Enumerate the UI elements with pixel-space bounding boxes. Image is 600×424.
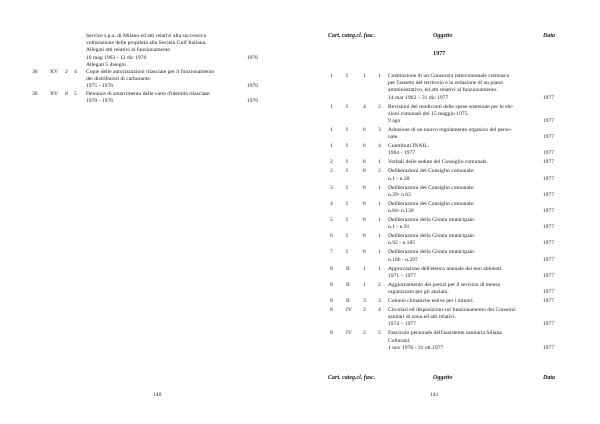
- entry-number: 30: [32, 90, 38, 97]
- entry-description-line: Deliberazioni della Giunta municipale:: [388, 217, 476, 223]
- entry-number: 1: [378, 73, 381, 79]
- entry-number: 8: [330, 281, 333, 288]
- entry-number: IV: [346, 307, 352, 313]
- entry-number: 2: [378, 168, 381, 175]
- entry-number: XV: [50, 90, 59, 97]
- entry-description-line: Fascicolo personale dell'assistente sanitaria Siliana: [388, 330, 502, 337]
- entry-number: IV: [346, 330, 352, 337]
- entry-description-line: Verbali delle sedute del Consiglio comunale.: [388, 159, 489, 166]
- page-number-left: 140: [153, 392, 162, 398]
- section-year: 1977: [433, 50, 446, 57]
- entry-number: 8: [363, 184, 366, 191]
- entry-description-line: n.92 - n.185: [388, 240, 416, 247]
- entry-dates: 1970 - 1976: [86, 97, 114, 104]
- entry-number: 2: [363, 330, 366, 337]
- entry-year: 1977: [542, 224, 554, 231]
- entry-number: I: [346, 200, 348, 207]
- entry-number: 6: [363, 143, 366, 150]
- entry-number: 8: [330, 330, 333, 337]
- entry-description-line: organizzato per gli anziani.: [388, 289, 449, 295]
- entry-description-line: dei distributori di carburante.: [86, 76, 152, 83]
- entry-number: I: [346, 73, 348, 79]
- entry-number: 1: [330, 143, 333, 150]
- entry-number: I: [346, 233, 348, 240]
- entry-number: XV: [50, 69, 59, 75]
- entry-number: 2: [363, 307, 366, 313]
- entry-number: I: [346, 249, 348, 256]
- entry-number: 3: [378, 127, 381, 133]
- entry-description-line: n.64- n.130: [388, 208, 414, 214]
- entry-description-line: nale.: [388, 134, 399, 141]
- entry-number: I: [346, 159, 348, 166]
- entry-number: 1: [378, 159, 381, 166]
- entry-number: 8: [330, 307, 333, 313]
- header-oggetto: Oggetto: [433, 33, 453, 39]
- header-data: Data: [543, 33, 555, 39]
- entry-description-line: n.1 - n.91: [388, 224, 410, 231]
- entry-year: 1977: [542, 256, 554, 263]
- entry-year: 1977: [542, 159, 554, 166]
- continuation-note: Allegati 5 disegni: [86, 61, 126, 68]
- entry-number: 1: [378, 265, 381, 272]
- entry-number: 8: [363, 249, 366, 256]
- entry-number: 7: [330, 249, 333, 256]
- entry-number: II: [346, 298, 350, 304]
- entry-year: 1977: [542, 344, 554, 351]
- footer-header-data: Data: [543, 375, 555, 381]
- entry-description-line: Deliberazioni del Consiglio comunale:: [388, 200, 475, 207]
- entry-number: 6: [330, 233, 333, 240]
- entry-number: 5: [74, 90, 77, 97]
- entry-year: 1977: [542, 150, 554, 157]
- entry-description-line: Revisioni dei rendiconti delle spese sostenute per le ele-: [388, 103, 514, 110]
- entry-number: 1: [378, 184, 381, 191]
- entry-number: 8: [363, 168, 366, 175]
- entry-number: 4: [74, 69, 77, 75]
- entry-number: 6: [363, 127, 366, 133]
- entry-number: 2: [378, 103, 381, 110]
- entry-description-line: Deliberazioni del Consiglio comunale:: [388, 184, 475, 191]
- entry-year: 1977: [542, 191, 554, 198]
- entry-description-line: Approvazione dell'elenco annuale dei non abbienti.: [388, 265, 503, 272]
- entry-dates: 1964 - 1977: [388, 150, 416, 157]
- footer-header-oggetto: Oggetto: [433, 375, 453, 381]
- continuation-year: 1976: [246, 54, 258, 61]
- entry-description-line: amministrativo, ed atti relativi al funzionamento.: [388, 87, 498, 94]
- header-cart-categ: Cart. categ.cl. fasc.: [328, 33, 376, 39]
- entry-description-line: Circolari ed disposizioni sul funzionamento dei Consorzi: [388, 307, 516, 313]
- entry-number: 1: [330, 73, 333, 79]
- entry-number: 3: [330, 184, 333, 191]
- entry-description-line: Aggiornamento dei prezzi per il servizio di mensa: [388, 281, 500, 288]
- entry-description-line: zioni comunali del 15 maggio 1975.: [388, 110, 469, 117]
- page-number-right: 141: [430, 392, 439, 398]
- entry-description-line: Denunce di smarrimento delle carte d'identità rilasciate.: [86, 90, 211, 97]
- entry-number: 1: [378, 217, 381, 223]
- entry-number: 8: [363, 159, 366, 166]
- entry-number: 5: [330, 217, 333, 223]
- entry-number: I: [346, 127, 348, 133]
- entry-year: 1977: [542, 272, 554, 279]
- entry-number: 3: [378, 298, 381, 304]
- entry-number: 30: [32, 69, 38, 75]
- entry-number: 8: [330, 265, 333, 272]
- entry-description-line: Contributi INAIL.: [388, 143, 430, 150]
- entry-year: 1977: [542, 134, 554, 141]
- entry-number: 4: [330, 200, 333, 207]
- entry-number: 2: [378, 281, 381, 288]
- entry-year: 1977: [542, 298, 554, 304]
- right-page: [300, 0, 600, 424]
- entry-number: II: [346, 265, 350, 272]
- entry-number: 1: [363, 281, 366, 288]
- entry-number: 1: [378, 249, 381, 256]
- entry-description-line: n.1 - n.28: [388, 175, 410, 182]
- entry-dates: 1 nov 1976 - 31 ott.1977: [388, 344, 444, 351]
- continuation-line: Service s.p.a. di Milano ed atti relativi alla successiva: [86, 33, 207, 39]
- entry-number: 1: [363, 73, 366, 79]
- continuation-line: Allegati atti relativi al funzionamento: [86, 47, 171, 54]
- entry-description-line: Deliberazioni della Giunta municipale:: [388, 233, 476, 240]
- entry-number: 4: [363, 103, 366, 110]
- entry-description-line: Deliberazioni del Consiglio comunale:: [388, 168, 475, 175]
- footer-header-cart-categ: Cart. categ.cl. fasc.: [328, 375, 376, 381]
- entry-year: 1977: [542, 118, 554, 124]
- entry-description-line: Deliberazioni della Giunta municipale:: [388, 249, 476, 256]
- continuation-line: volturazione delle proprietà alla Società Gulf Italiana.: [86, 40, 207, 47]
- entry-year: 1976: [246, 97, 258, 104]
- entry-number: 4: [378, 143, 381, 150]
- entry-description-line: per l'assetto del territorio e la redazione di un piano: [388, 80, 503, 87]
- entry-description-line: Copie delle autorizzazioni rilasciate per il funzionamento: [86, 69, 215, 75]
- entry-number: 2: [65, 69, 68, 75]
- entry-number: 2: [330, 168, 333, 175]
- entry-description-line: Adozione di un nuovo regolamento organico del perso-: [388, 127, 512, 133]
- entry-dates: 9 ago: [388, 118, 401, 124]
- entry-number: 1: [378, 200, 381, 207]
- entry-year: 1977: [542, 94, 554, 101]
- entry-number: 1: [330, 127, 333, 133]
- entry-dates: 1971 – 1977: [388, 272, 416, 279]
- entry-number: I: [346, 168, 348, 175]
- entry-year: 1977: [542, 321, 554, 328]
- entry-dates: 14 mar 1962 – 31 dic 1977: [388, 94, 449, 101]
- entry-number: II: [346, 281, 350, 288]
- entry-number: I: [346, 143, 348, 150]
- entry-description-line: n.186 - n.297: [388, 256, 418, 263]
- entry-number: 8: [363, 200, 366, 207]
- entry-number: 8: [363, 217, 366, 223]
- entry-description-line: Colonie climatiche estive per i minori.: [388, 298, 475, 304]
- entry-number: 2: [330, 159, 333, 166]
- entry-number: 4: [378, 307, 381, 313]
- entry-number: I: [346, 184, 348, 191]
- entry-number: 8: [65, 90, 68, 97]
- entry-number: 8: [363, 233, 366, 240]
- entry-number: 1: [363, 265, 366, 272]
- entry-description-line: n.29- n.63: [388, 191, 411, 198]
- entry-dates: 1974 – 1977: [388, 321, 416, 328]
- entry-number: I: [346, 217, 348, 223]
- entry-dates: 1975 - 1976: [86, 83, 114, 90]
- entry-year: 1977: [542, 240, 554, 247]
- entry-description-line: sanitari di zona ed atti relativi.: [388, 314, 457, 321]
- entry-number: 5: [378, 330, 381, 337]
- entry-number: 3: [363, 298, 366, 304]
- entry-year: 1977: [542, 175, 554, 182]
- entry-number: 8: [330, 298, 333, 304]
- entry-year: 1977: [542, 289, 554, 295]
- entry-year: 1976: [246, 83, 258, 90]
- entry-number: I: [346, 103, 348, 110]
- entry-description-line: Costituzione di un Consorzio intercomunale cremasco: [388, 73, 510, 79]
- entry-year: 1977: [542, 208, 554, 214]
- entry-description-line: Colturani.: [388, 337, 411, 344]
- entry-number: 1: [330, 103, 333, 110]
- entry-number: 1: [378, 233, 381, 240]
- continuation-dates: 10 mag 1963 - 12 dic 1976: [86, 54, 147, 61]
